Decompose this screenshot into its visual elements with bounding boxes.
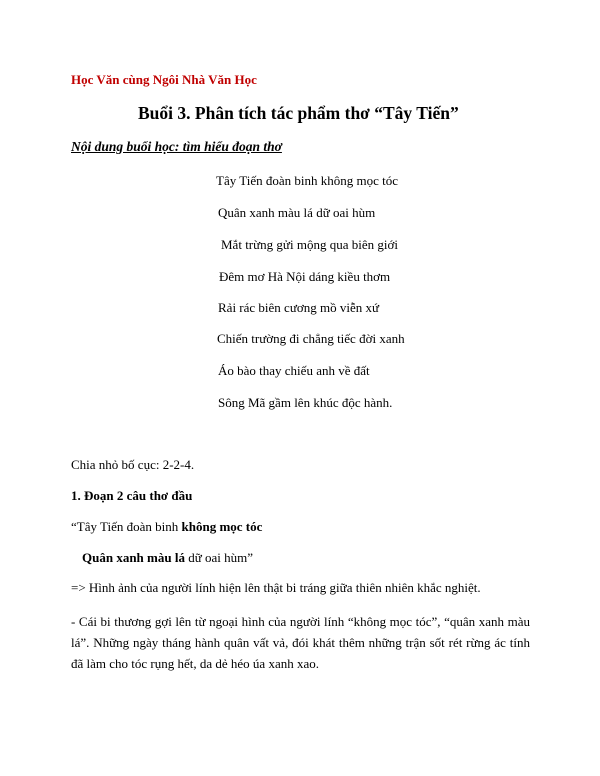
quote-text: dữ oai hùm” [184, 550, 254, 565]
poem-line: Quân xanh màu lá dữ oai hùm [218, 205, 376, 220]
poem-line: Đêm mơ Hà Nội dáng kiều thơm [219, 269, 391, 284]
quote-line-2 [82, 550, 253, 566]
poem-line: Tây Tiến đoàn binh không mọc tóc [216, 173, 398, 188]
lesson-subtitle: Nội dung buổi học: tìm hiểu đoạn thơ [71, 139, 282, 154]
quote-text: “Tây Tiến đoàn binh [71, 519, 182, 534]
quote-emphasis: không mọc tóc [181, 519, 263, 534]
analysis-paragraph: - Cái bi thương gợi lên từ ngoại hình của người lính “không mọc tóc”, “quân xanh màu lá”. Những ngày tháng hành quân vất vả, đói khát thêm những trận sốt rét rừng ác tính đã làm cho tóc rụng hết, da dẻ héo úa xanh xao. [71, 614, 530, 671]
poem-line: Áo bào thay chiếu anh về đất [218, 363, 370, 378]
poem-line: Rải rác biên cương mồ viễn xứ [218, 300, 380, 315]
structure-note: Chia nhỏ bố cục: 2-2-4. [71, 457, 195, 472]
poem-line: Sông Mã gầm lên khúc độc hành. [218, 395, 393, 410]
section-heading: 1. Đoạn 2 câu thơ đầu [71, 488, 193, 503]
arrow-note: => Hình ảnh của người lính hiện lên thật bi tráng giữa thiên nhiên khắc nghiệt. [71, 580, 481, 595]
page-title: Buổi 3. Phân tích tác phẩm thơ “Tây Tiến” [138, 103, 459, 123]
quote-line-1 [71, 519, 262, 535]
poem-line: Chiến trường đi chẳng tiếc đời xanh [217, 331, 405, 346]
poem-line: Mắt trừng gửi mộng qua biên giới [221, 237, 398, 252]
site-header: Học Văn cùng Ngôi Nhà Văn Học [71, 72, 257, 87]
quote-emphasis: Quân xanh màu lá [82, 550, 185, 565]
